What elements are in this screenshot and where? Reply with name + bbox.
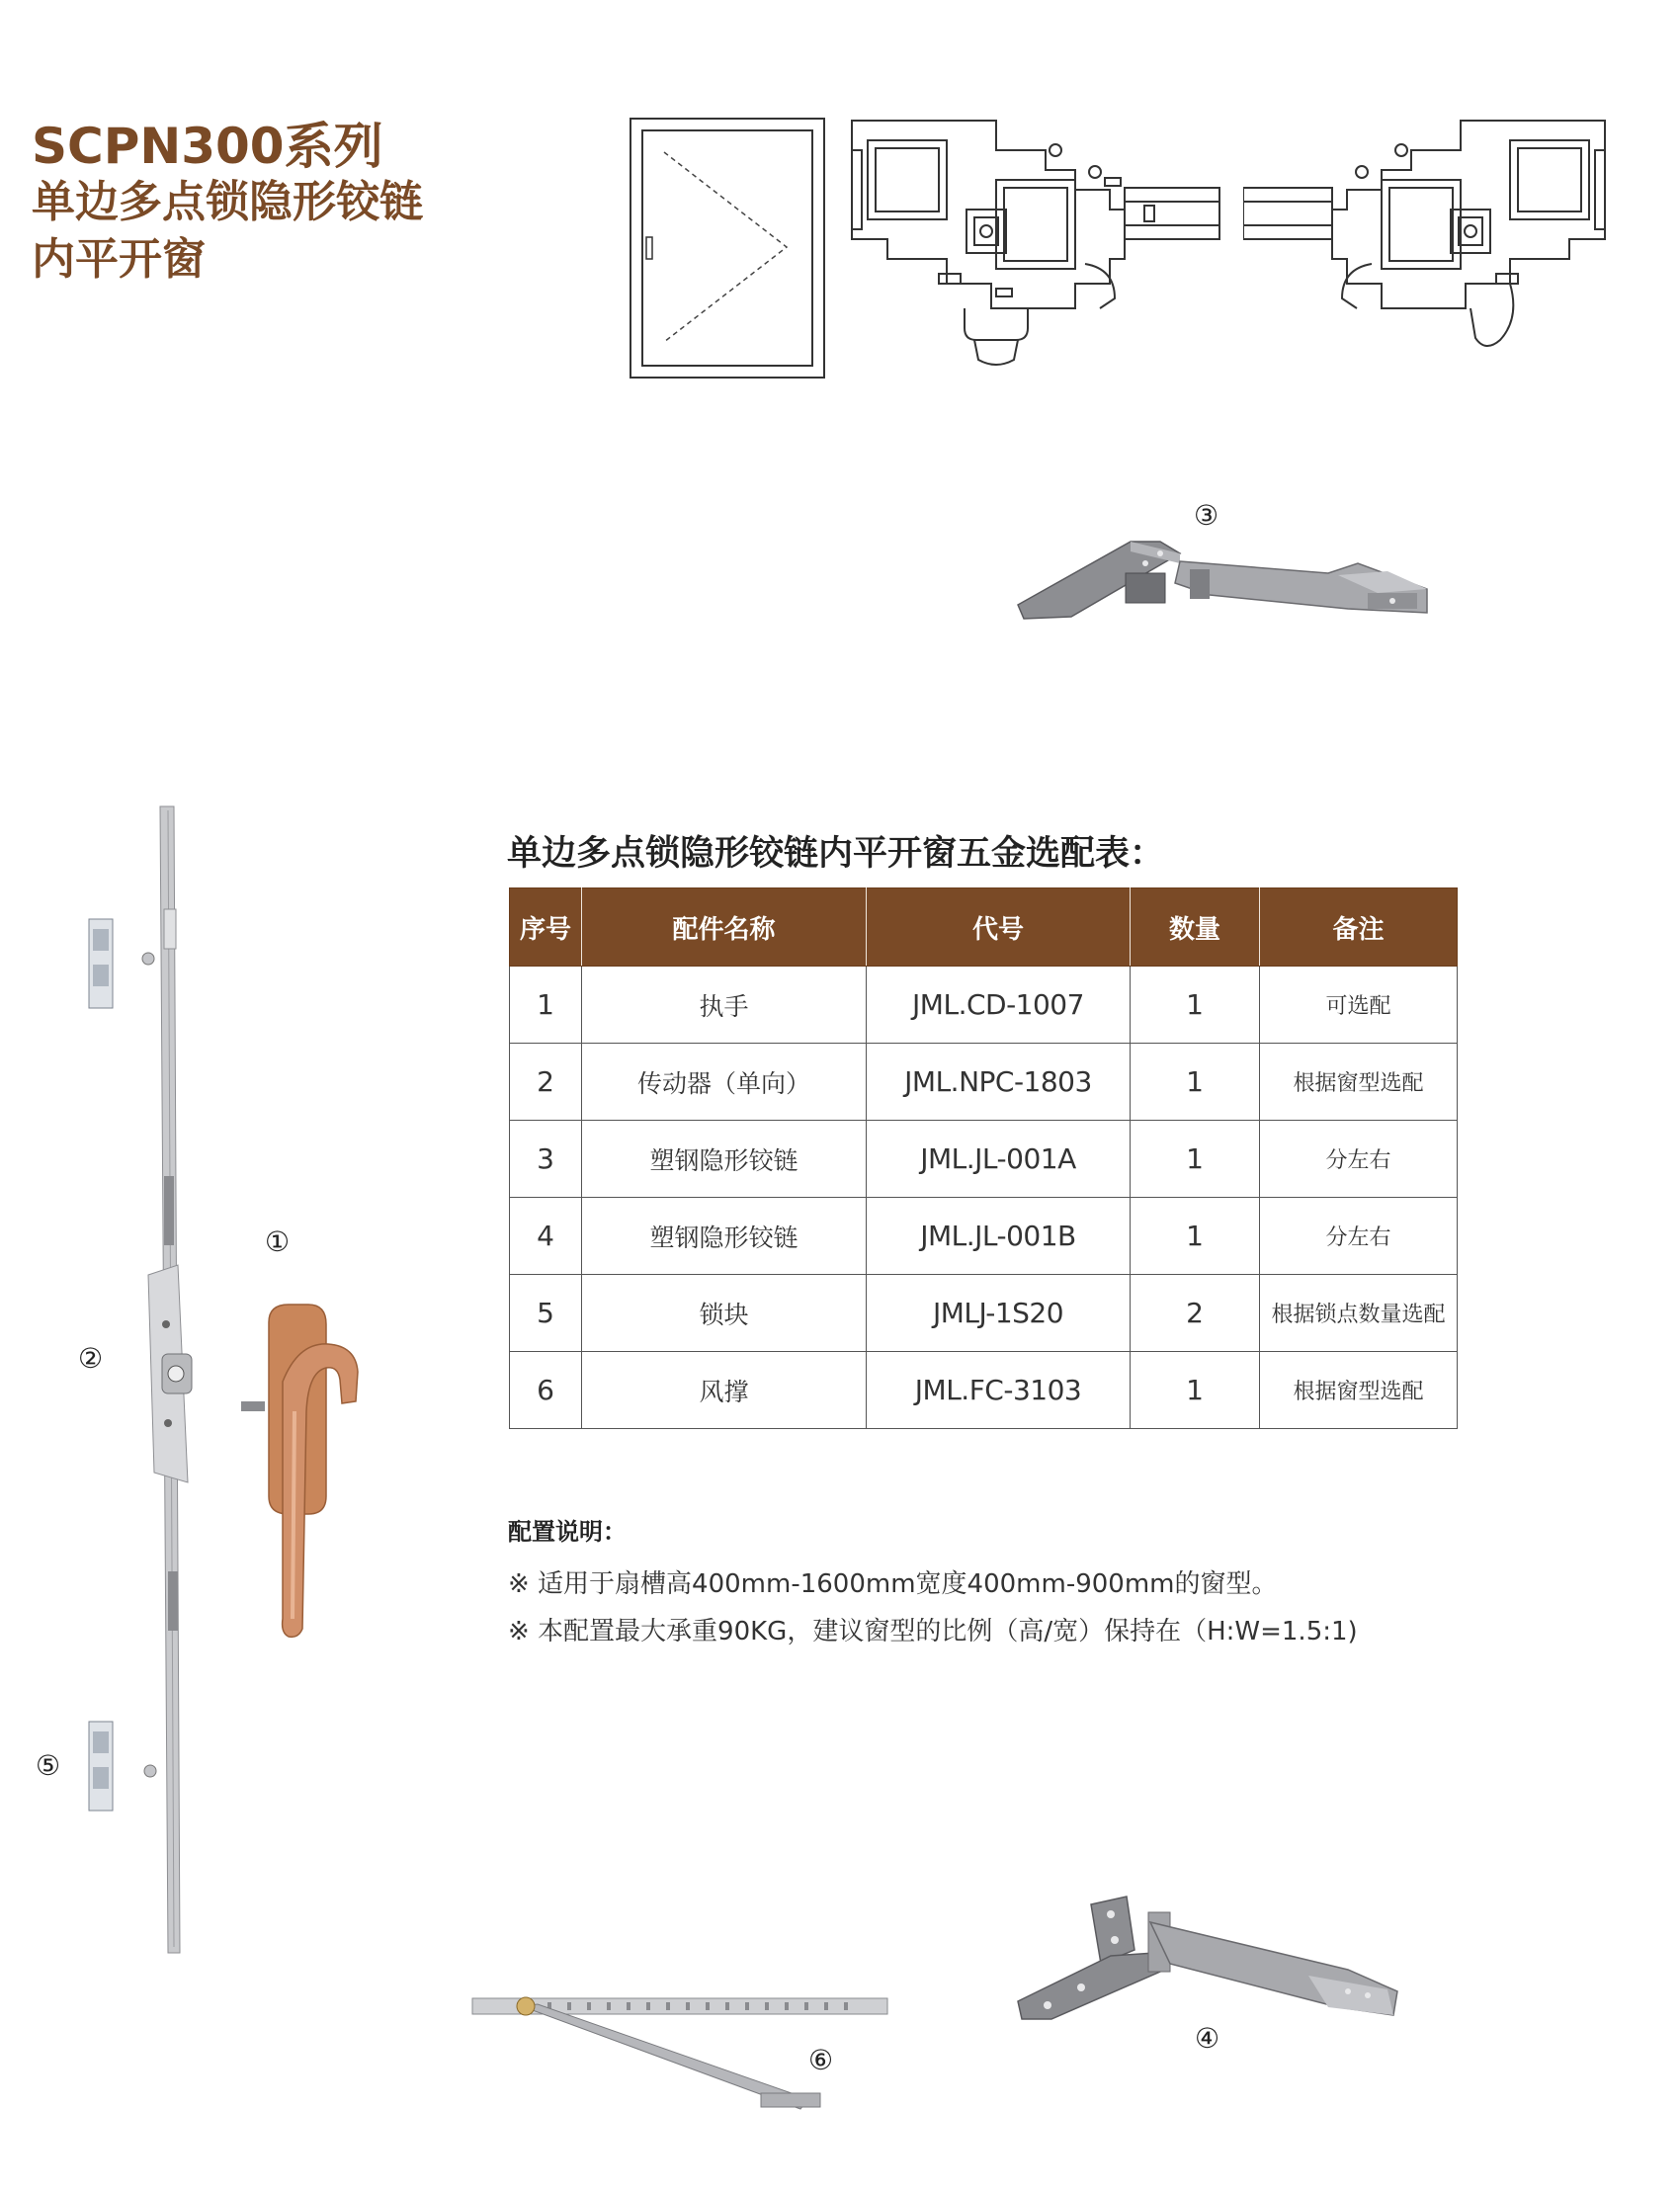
cell-qty: 1 [1131,1121,1260,1198]
cell-name: 锁块 [582,1275,867,1352]
cell-name: 传动器（单向） [582,1044,867,1121]
cell-note: 根据锁点数量选配 [1260,1275,1458,1352]
callout-4: ④ [1195,2022,1220,2055]
cell-note: 可选配 [1260,967,1458,1044]
profile-section-left-drawing [848,111,1223,378]
cell-qty: 1 [1131,1352,1260,1429]
cell-qty: 2 [1131,1275,1260,1352]
cell-code: JML.JL-001B [867,1198,1131,1275]
table-row [510,1121,1458,1198]
callout-6: ⑥ [808,2044,834,2076]
table-row [510,1198,1458,1275]
window-handle-photo [239,1303,387,1639]
cell-no: 2 [510,1044,582,1121]
cell-note: 根据窗型选配 [1260,1044,1458,1121]
profile-section-right-drawing [1243,111,1609,378]
cell-name: 塑钢隐形铰链 [582,1198,867,1275]
cell-no: 5 [510,1275,582,1352]
hardware-spec-table [509,887,1458,1429]
cell-note: 分左右 [1260,1121,1458,1198]
callout-1: ① [265,1225,291,1258]
callout-2: ② [78,1342,104,1375]
callout-3: ③ [1194,499,1219,532]
product-subtitle: 单边多点锁隐形铰链 [32,177,423,227]
header-note: 备注 [1260,888,1458,967]
cell-code: JML.FC-3103 [867,1352,1131,1429]
hidden-hinge-a-photo [1012,534,1447,642]
series-title: SCPN300系列 [32,118,383,175]
table-heading: 单边多点锁隐形铰链内平开窗五金选配表： [507,834,1165,874]
table-row [510,967,1458,1044]
cell-name: 执手 [582,967,867,1044]
cell-name: 风撑 [582,1352,867,1429]
cell-no: 4 [510,1198,582,1275]
callout-5: ⑤ [36,1749,61,1782]
window-type-title: 内平开窗 [32,234,206,285]
table-row [510,1275,1458,1352]
cell-note: 分左右 [1260,1198,1458,1275]
table-row [510,1352,1458,1429]
header-name: 配件名称 [582,888,867,967]
cell-code: JML.NPC-1803 [867,1044,1131,1121]
cell-note: 根据窗型选配 [1260,1352,1458,1429]
table-row [510,1044,1458,1121]
cell-code: JML.CD-1007 [867,967,1131,1044]
cell-qty: 1 [1131,967,1260,1044]
header-qty: 数量 [1131,888,1260,967]
transmission-rod-photo [59,801,217,1957]
table-header-row [510,888,1458,967]
cell-no: 6 [510,1352,582,1429]
cell-code: JML.JL-001A [867,1121,1131,1198]
header-code: 代号 [867,888,1131,967]
configuration-notes [508,1512,1358,1655]
cell-qty: 1 [1131,1044,1260,1121]
cell-name: 塑钢隐形铰链 [582,1121,867,1198]
cell-no: 3 [510,1121,582,1198]
notes-title: 配置说明： [508,1518,627,1546]
cell-qty: 1 [1131,1198,1260,1275]
window-opening-diagram [629,117,826,381]
cell-no: 1 [510,967,582,1044]
header-no: 序号 [510,888,582,967]
notes-line-1: ※ 适用于扇槽高400mm-1600mm宽度400mm-900mm的窗型。 [508,1569,1278,1599]
notes-line-2: ※ 本配置最大承重90KG，建议窗型的比例（高/宽）保持在（H:W=1.5:1) [508,1617,1358,1646]
cell-code: JMLJ-1S20 [867,1275,1131,1352]
